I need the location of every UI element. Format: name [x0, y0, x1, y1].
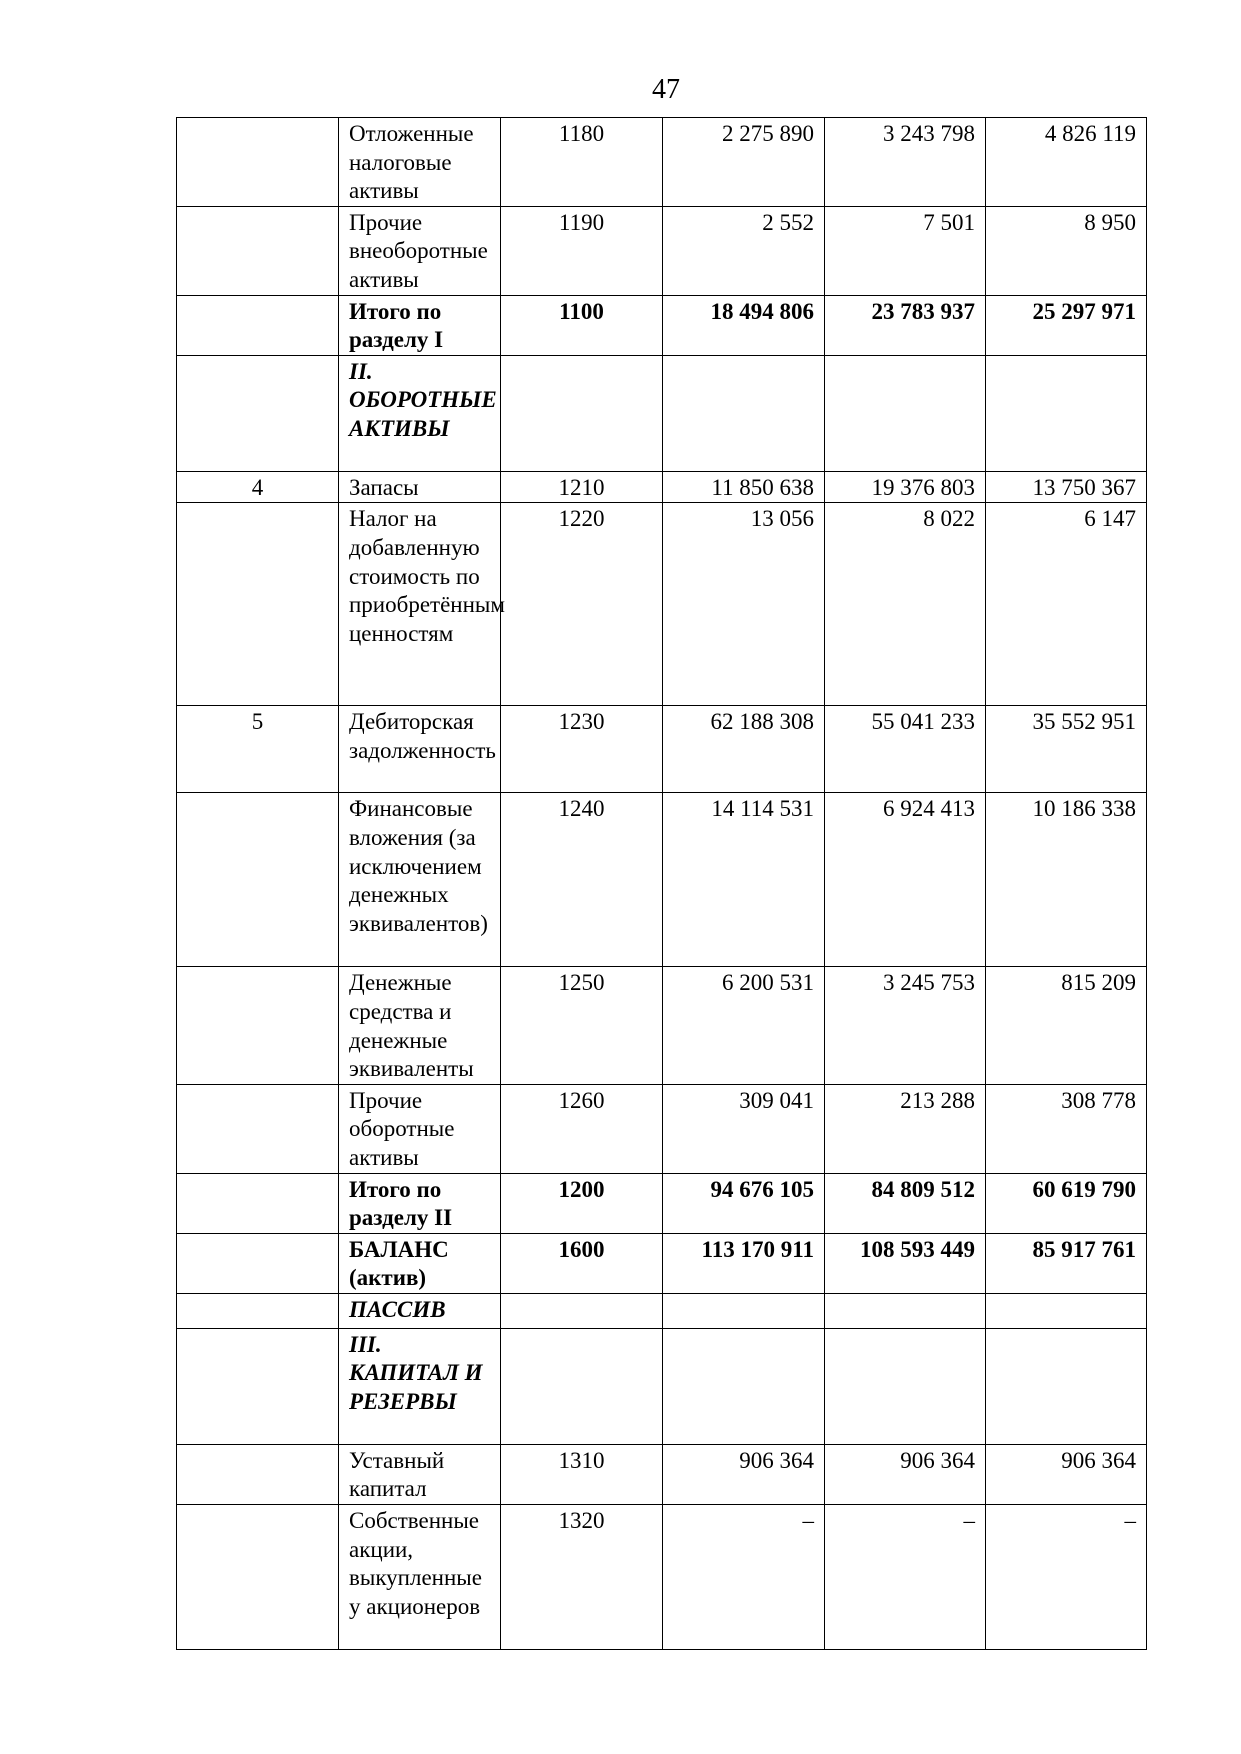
line-item-name-cell: Дебиторская задолженность — [339, 706, 501, 793]
line-code-cell — [501, 1293, 663, 1328]
value-column-2-cell: 7 501 — [825, 206, 986, 295]
note-number-cell — [177, 1328, 339, 1444]
value-column-3-cell: 60 619 790 — [986, 1173, 1147, 1233]
value-column-2-cell — [825, 1293, 986, 1328]
value-column-1-cell: 113 170 911 — [663, 1233, 825, 1293]
line-code-cell: 1600 — [501, 1233, 663, 1293]
value-column-2-cell — [825, 1328, 986, 1444]
value-column-3-cell — [986, 1293, 1147, 1328]
value-column-2-cell: 84 809 512 — [825, 1173, 986, 1233]
value-column-2-cell — [825, 355, 986, 471]
table-row — [177, 1444, 1147, 1504]
note-number-cell — [177, 206, 339, 295]
line-item-name-cell: Денежные средства и денежные эквиваленты — [339, 967, 501, 1084]
value-column-2-cell: 906 364 — [825, 1444, 986, 1504]
value-column-1-cell: 2 275 890 — [663, 118, 825, 207]
value-column-1-cell — [663, 1293, 825, 1328]
value-column-2-cell: 23 783 937 — [825, 295, 986, 355]
value-column-2-cell: 108 593 449 — [825, 1233, 986, 1293]
line-code-cell: 1310 — [501, 1444, 663, 1504]
table-row — [177, 967, 1147, 1084]
value-column-3-cell: – — [986, 1505, 1147, 1650]
value-column-3-cell — [986, 355, 1147, 471]
note-number-cell — [177, 1084, 339, 1173]
line-code-cell: 1200 — [501, 1173, 663, 1233]
value-column-1-cell: 13 056 — [663, 503, 825, 706]
value-column-1-cell: 18 494 806 — [663, 295, 825, 355]
line-item-name-cell: Налог на добавленную стоимость по приобретённым ценностям — [339, 503, 501, 706]
line-code-cell: 1250 — [501, 967, 663, 1084]
value-column-3-cell: 35 552 951 — [986, 706, 1147, 793]
table-row — [177, 355, 1147, 471]
value-column-2-cell: 3 243 798 — [825, 118, 986, 207]
value-column-1-cell: 94 676 105 — [663, 1173, 825, 1233]
value-column-2-cell: – — [825, 1505, 986, 1650]
value-column-2-cell: 3 245 753 — [825, 967, 986, 1084]
value-column-1-cell — [663, 355, 825, 471]
table-row — [177, 206, 1147, 295]
line-code-cell: 1240 — [501, 793, 663, 967]
table-row — [177, 295, 1147, 355]
value-column-1-cell: 6 200 531 — [663, 967, 825, 1084]
table-row — [177, 1293, 1147, 1328]
value-column-3-cell: 85 917 761 — [986, 1233, 1147, 1293]
line-item-name-cell: III. КАПИТАЛ И РЕЗЕРВЫ — [339, 1328, 501, 1444]
table-row — [177, 1505, 1147, 1650]
table-row — [177, 503, 1147, 706]
page-number: 47 — [652, 74, 680, 105]
value-column-1-cell: 11 850 638 — [663, 471, 825, 503]
table-row — [177, 793, 1147, 967]
value-column-1-cell — [663, 1328, 825, 1444]
line-item-name-cell: ПАССИВ — [339, 1293, 501, 1328]
line-code-cell: 1230 — [501, 706, 663, 793]
value-column-2-cell: 19 376 803 — [825, 471, 986, 503]
line-item-name-cell: II. ОБОРОТНЫЕ АКТИВЫ — [339, 355, 501, 471]
line-item-name-cell: Итого по разделу II — [339, 1173, 501, 1233]
table-row — [177, 1173, 1147, 1233]
value-column-3-cell: 8 950 — [986, 206, 1147, 295]
value-column-3-cell: 4 826 119 — [986, 118, 1147, 207]
line-item-name-cell: Прочие внеоборотные активы — [339, 206, 501, 295]
value-column-2-cell: 55 041 233 — [825, 706, 986, 793]
value-column-1-cell: 62 188 308 — [663, 706, 825, 793]
value-column-2-cell: 213 288 — [825, 1084, 986, 1173]
value-column-1-cell: – — [663, 1505, 825, 1650]
line-item-name-cell: Итого по разделу I — [339, 295, 501, 355]
table-row — [177, 706, 1147, 793]
line-code-cell: 1190 — [501, 206, 663, 295]
table-row — [177, 471, 1147, 503]
note-number-cell: 4 — [177, 471, 339, 503]
value-column-1-cell: 14 114 531 — [663, 793, 825, 967]
table-row — [177, 1084, 1147, 1173]
balance-sheet-body — [177, 118, 1147, 1650]
line-code-cell: 1320 — [501, 1505, 663, 1650]
note-number-cell — [177, 355, 339, 471]
note-number-cell: 5 — [177, 706, 339, 793]
note-number-cell — [177, 1233, 339, 1293]
line-code-cell — [501, 1328, 663, 1444]
value-column-3-cell: 815 209 — [986, 967, 1147, 1084]
note-number-cell — [177, 1173, 339, 1233]
line-item-name-cell: Отложенные налоговые активы — [339, 118, 501, 207]
note-number-cell — [177, 1505, 339, 1650]
note-number-cell — [177, 967, 339, 1084]
value-column-3-cell: 906 364 — [986, 1444, 1147, 1504]
value-column-3-cell — [986, 1328, 1147, 1444]
note-number-cell — [177, 793, 339, 967]
note-number-cell — [177, 295, 339, 355]
line-item-name-cell: БАЛАНС (актив) — [339, 1233, 501, 1293]
line-item-name-cell: Запасы — [339, 471, 501, 503]
value-column-1-cell: 2 552 — [663, 206, 825, 295]
value-column-3-cell: 13 750 367 — [986, 471, 1147, 503]
note-number-cell — [177, 503, 339, 706]
table-row — [177, 1233, 1147, 1293]
line-code-cell: 1210 — [501, 471, 663, 503]
balance-sheet-table — [176, 117, 1147, 1650]
value-column-2-cell: 6 924 413 — [825, 793, 986, 967]
value-column-1-cell: 906 364 — [663, 1444, 825, 1504]
note-number-cell — [177, 1293, 339, 1328]
table-row — [177, 118, 1147, 207]
value-column-3-cell: 10 186 338 — [986, 793, 1147, 967]
line-code-cell: 1260 — [501, 1084, 663, 1173]
line-item-name-cell: Финансовые вложения (за исключением денежных эквивалентов) — [339, 793, 501, 967]
line-code-cell: 1100 — [501, 295, 663, 355]
line-item-name-cell: Прочие оборотные активы — [339, 1084, 501, 1173]
value-column-2-cell: 8 022 — [825, 503, 986, 706]
note-number-cell — [177, 118, 339, 207]
value-column-1-cell: 309 041 — [663, 1084, 825, 1173]
value-column-3-cell: 25 297 971 — [986, 295, 1147, 355]
line-code-cell — [501, 355, 663, 471]
line-code-cell: 1220 — [501, 503, 663, 706]
value-column-3-cell: 308 778 — [986, 1084, 1147, 1173]
note-number-cell — [177, 1444, 339, 1504]
line-item-name-cell: Уставный капитал — [339, 1444, 501, 1504]
value-column-3-cell: 6 147 — [986, 503, 1147, 706]
table-row — [177, 1328, 1147, 1444]
line-code-cell: 1180 — [501, 118, 663, 207]
line-item-name-cell: Собственные акции, выкупленные у акционеров — [339, 1505, 501, 1650]
